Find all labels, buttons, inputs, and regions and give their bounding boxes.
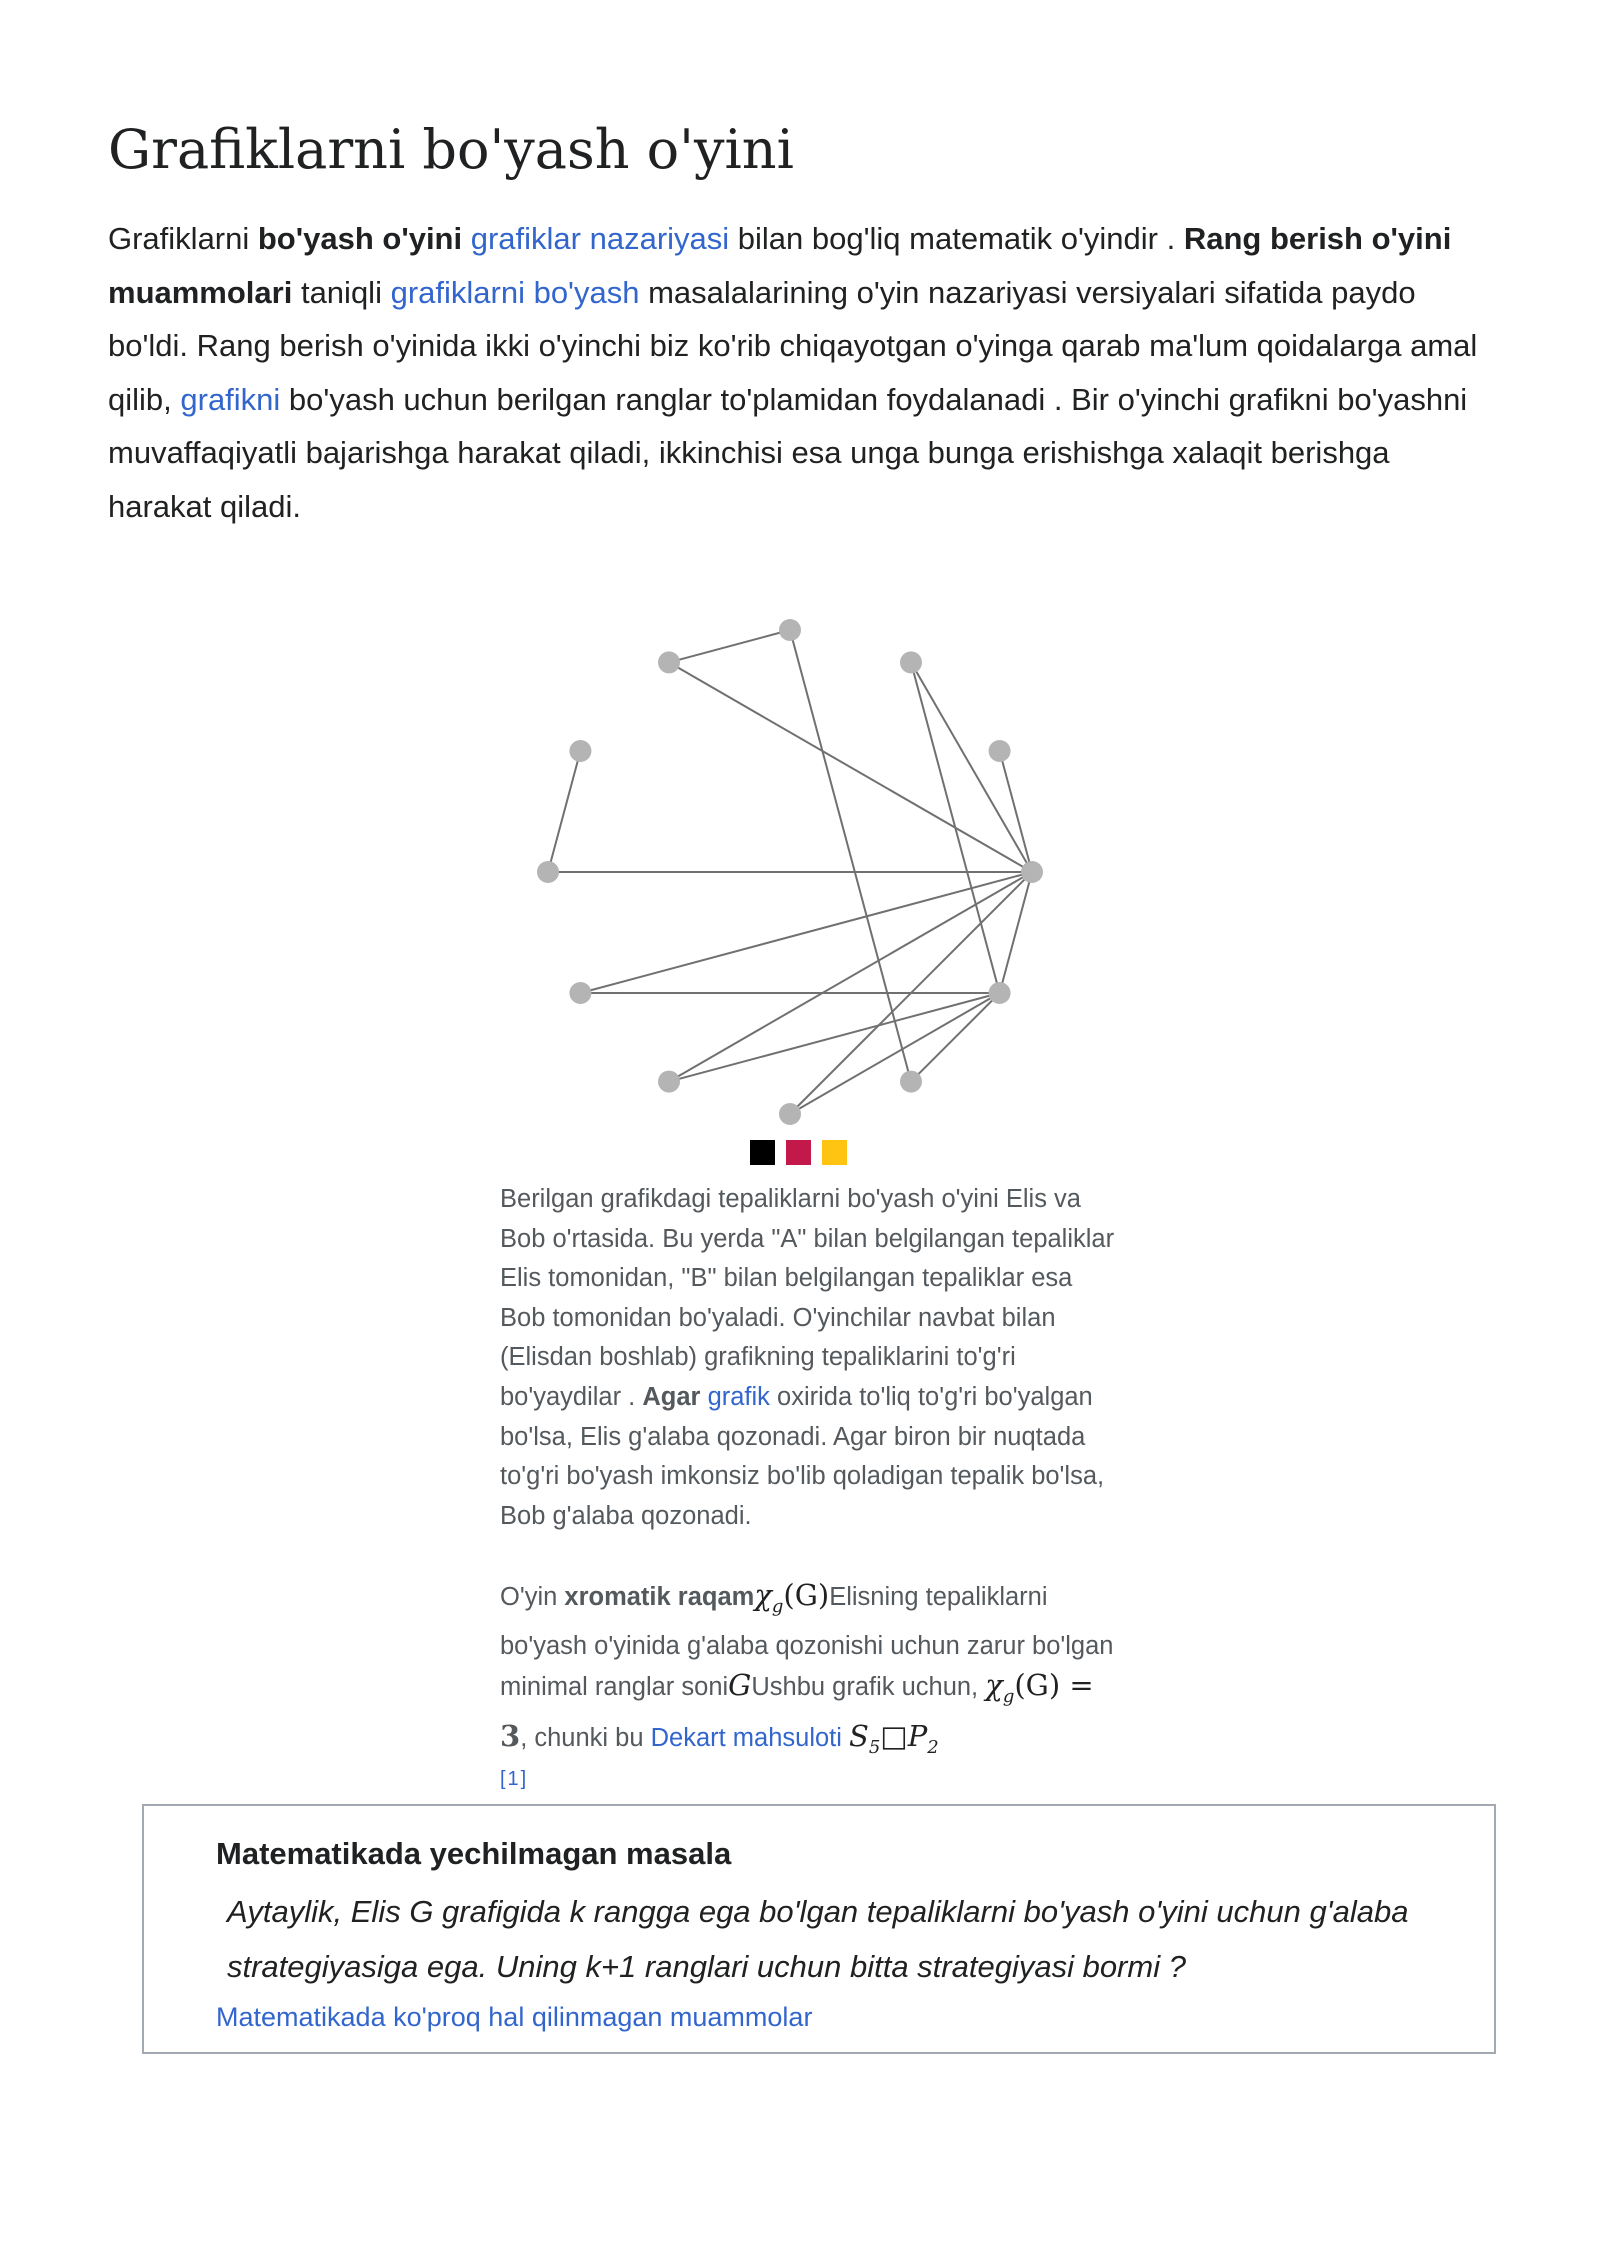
link-graph[interactable]: grafikni bbox=[180, 381, 281, 417]
math-cartesian-product bbox=[849, 1718, 939, 1758]
graph-edge bbox=[1000, 751, 1032, 872]
math-symbol: (G) bbox=[783, 1578, 830, 1613]
graph-edge bbox=[911, 662, 1032, 872]
black-color-swatch bbox=[750, 1140, 775, 1165]
unsolved-problem-title: Matematikada yechilmagan masala bbox=[216, 1836, 732, 1871]
math-game-chromatic-number bbox=[754, 1578, 830, 1618]
intro-text: bo'yash uchun berilgan ranglar to'plamidan foydalanadi . Bir o'yinchi grafikni bo'yashni muvaffaqiyatli bajarishga harakat qiladi, ikkinchisi esa unga bunga erishishga xalaqit berishga harakat qiladi. bbox=[108, 381, 1468, 524]
intro-bold-term: Rang berish o'yini muammolari bbox=[108, 221, 1452, 310]
math-subscript: g bbox=[1002, 1686, 1015, 1708]
graph-vertex bbox=[989, 740, 1011, 762]
graph-vertex bbox=[569, 982, 591, 1004]
caption-text: O'yin bbox=[500, 1583, 565, 1612]
caption-text: Ushbu grafik uchun, bbox=[751, 1673, 986, 1702]
math-symbol: χ bbox=[985, 1668, 1003, 1703]
caption-paragraph bbox=[500, 1180, 1120, 1536]
graph-edge bbox=[790, 993, 1000, 1114]
graph-edge bbox=[669, 993, 1000, 1082]
page-title: Grafiklarni bo'yash o'yini bbox=[108, 118, 794, 181]
intro-text: taniqli bbox=[292, 274, 391, 310]
more-unsolved-problems-link[interactable]: Matematikada ko'proq hal qilinmagan muammolar bbox=[216, 2002, 813, 2032]
graph-vertex bbox=[658, 1071, 680, 1093]
graph-vertex bbox=[537, 861, 559, 883]
caption-text bbox=[700, 1383, 707, 1411]
crimson-color-swatch bbox=[786, 1140, 811, 1165]
link-graph-coloring[interactable]: grafiklarni bo'yash bbox=[390, 274, 640, 310]
graph-edge bbox=[548, 751, 580, 872]
graph-vertex bbox=[989, 982, 1011, 1004]
graph-edge bbox=[669, 630, 790, 662]
color-swatches bbox=[750, 1140, 847, 1165]
graph-vertex bbox=[900, 651, 922, 673]
graph-edge bbox=[580, 872, 1032, 993]
math-subscript: g bbox=[771, 1596, 784, 1618]
amber-color-swatch bbox=[822, 1140, 847, 1165]
graph-edge bbox=[911, 662, 1000, 993]
graph-vertex bbox=[569, 740, 591, 762]
caption-text: Elisning tepaliklarni bo'yash o'yinida g'alaba qozonishi uchun zarur bo'lgan minimal ranglar soni bbox=[500, 1583, 1114, 1702]
intro-text bbox=[462, 221, 471, 256]
caption-spacer bbox=[500, 1536, 1120, 1576]
unsolved-problem-text: Aytaylik, Elis G grafigida k rangga ega bo'lgan tepaliklarni bo'yash o'yini uchun g'alaba strategiyasiga ega. Uning k+1 ranglari uchun bitta strategiyasi bormi ? bbox=[227, 1894, 1409, 1984]
graph-vertex bbox=[1021, 861, 1043, 883]
link-grafik[interactable]: grafik bbox=[707, 1382, 770, 1411]
caption-text: Berilgan grafikdagi tepaliklarni bo'yash o'yini Elis va Bob o'rtasida. Bu yerda "A" bilan belgilangan tepaliklar Elis tomonidan, "B" bilan belgilangan tepaliklar esa Bob tomonidan bo'yaladi. O'yinchilar navbat bilan (Elisdan boshlab) grafikning tepaliklarini to'g'ri bo'yaydilar . bbox=[500, 1185, 1115, 1411]
caption-bold: Agar bbox=[642, 1382, 701, 1411]
figure-caption bbox=[500, 1180, 1120, 1791]
math-symbol: χ bbox=[754, 1578, 772, 1613]
unsolved-problem-box bbox=[142, 1804, 1496, 2054]
link-graph-theory[interactable]: grafiklar nazariyasi bbox=[470, 221, 730, 256]
intro-text: masalalarining o'yin nazariyasi versiyalari sifatida paydo bo'ldi. Rang berish o'yinida ikki o'yinchi biz ko'rib chiqayotgan o'yinga qarab ma'lum qoidalarga amal qilib, bbox=[108, 274, 1478, 417]
intro-paragraph bbox=[108, 212, 1500, 533]
math-symbol: (G) = bbox=[1014, 1668, 1094, 1703]
caption-text: , chunki bu bbox=[520, 1723, 651, 1752]
graph-edge bbox=[790, 630, 911, 1082]
math-graph-g: G bbox=[728, 1668, 752, 1703]
math-symbol: S bbox=[849, 1718, 869, 1753]
math-subscript: 2 bbox=[927, 1736, 939, 1758]
graph-vertex bbox=[658, 651, 680, 673]
caption-bold: xromatik raqam bbox=[564, 1583, 755, 1612]
intro-bold-term: bo'yash o'yini bbox=[257, 221, 463, 256]
graph-vertex bbox=[779, 619, 801, 641]
graph-diagram bbox=[490, 600, 1130, 1140]
graph-edge bbox=[669, 872, 1032, 1082]
graph-edge bbox=[1000, 872, 1032, 993]
math-value: 3 bbox=[500, 1718, 521, 1753]
caption-text bbox=[842, 1724, 849, 1752]
graph-vertex bbox=[779, 1103, 801, 1125]
caption-text: oxirida to'liq to'g'ri bo'yalgan bo'lsa, Elis g'alaba qozonadi. Agar biron bir nuqtada to'g'ri bo'yash imkonsiz bo'lib qoladigan tepalik bo'lsa, Bob g'alaba qozonadi. bbox=[500, 1382, 1105, 1530]
caption-paragraph bbox=[500, 1576, 1120, 1767]
reference-link[interactable]: [1] bbox=[500, 1768, 529, 1791]
link-cartesian-product[interactable]: Dekart mahsuloti bbox=[650, 1723, 842, 1752]
math-subscript: 5 bbox=[868, 1736, 881, 1758]
intro-text: bilan bog'liq matematik o'yindir . bbox=[729, 221, 1184, 256]
graph-edges bbox=[548, 630, 1032, 1114]
graph-vertex bbox=[900, 1071, 922, 1093]
graph-edge bbox=[669, 662, 1032, 872]
math-box-operator: □ bbox=[880, 1718, 908, 1753]
math-symbol: P bbox=[907, 1718, 928, 1753]
intro-text: Grafiklarni bbox=[108, 221, 258, 256]
